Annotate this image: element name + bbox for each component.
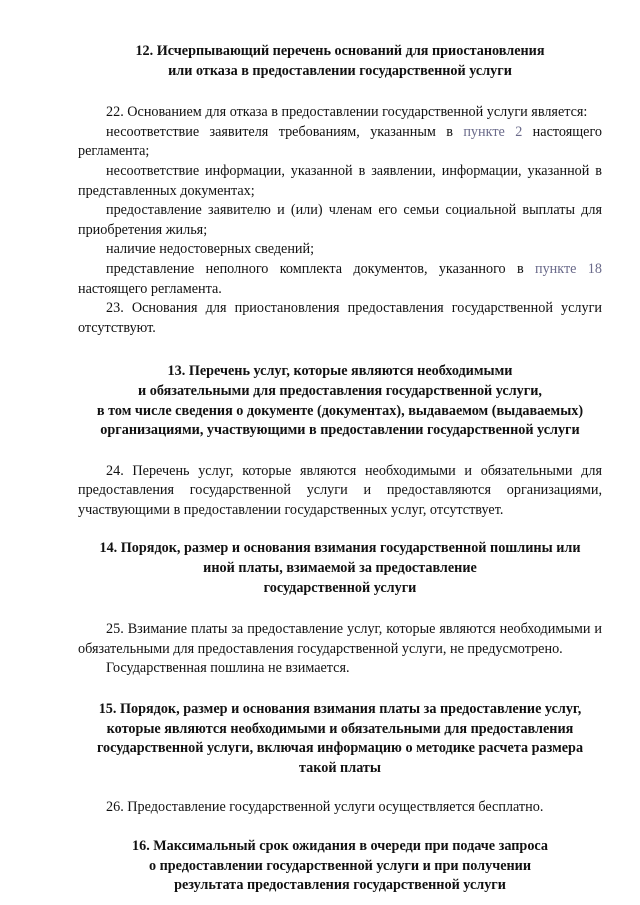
heading-line: организациями, участвующими в предоставлении государственной услуги bbox=[100, 422, 580, 439]
paragraph-25: 25. Взимание платы за предоставление услуг, которые являются необходимыми и обязательными для предоставления государственной услуги, не предусмотрено. bbox=[78, 621, 602, 657]
text: настоящего регламента; bbox=[78, 123, 603, 160]
text: настоящего регламента. bbox=[78, 280, 222, 297]
heading-line: 15. Порядок, размер и основания взимания платы за предоставление услуг, bbox=[98, 701, 582, 718]
heading-line: 13. Перечень услуг, которые являются необходимыми bbox=[167, 363, 513, 380]
paragraph-22-item-5 bbox=[78, 260, 602, 299]
heading-line: государственной услуги, включая информацию о методике расчета размера bbox=[96, 740, 584, 757]
section-15-heading bbox=[78, 700, 602, 778]
heading-line: 16. Максимальный срок ожидания в очереди при подаче запроса bbox=[132, 838, 548, 854]
paragraph-22-item-1 bbox=[78, 123, 602, 162]
paragraph-25-fee: Государственная пошлина не взимается. bbox=[106, 660, 350, 677]
paragraph-22-item-3: предоставление заявителю и (или) членам его семьи социальной выплаты для приобретения жилья; bbox=[78, 202, 602, 238]
paragraph-24: 24. Перечень услуг, которые являются необходимыми и обязательными для предоставления государственной услуги и предоставляются организациями, участвующими в предоставлении государственных услуг, отсутствует. bbox=[78, 462, 602, 518]
heading-line: или отказа в предоставлении государственной услуги bbox=[168, 62, 512, 79]
heading-line: такой платы bbox=[299, 759, 381, 776]
heading-line: государственной услуги bbox=[263, 579, 417, 596]
heading-line: о предоставлении государственной услуги и при получении bbox=[148, 857, 532, 874]
heading-line: 12. Исчерпывающий перечень оснований для приостановления bbox=[135, 43, 545, 59]
paragraph-22-item-4: наличие недостоверных сведений; bbox=[106, 241, 315, 258]
text: несоответствие заявителя требованиям, указанным в bbox=[106, 123, 464, 140]
heading-line: 14. Порядок, размер и основания взимания государственной пошлины или bbox=[99, 540, 581, 557]
paragraph-22-intro: 22. Основанием для отказа в предоставлении государственной услуги является: bbox=[106, 104, 588, 121]
section-12-heading bbox=[78, 42, 602, 81]
heading-line: которые являются необходимыми и обязательными для предоставления bbox=[106, 720, 574, 737]
section-14-heading bbox=[78, 539, 602, 598]
text: представление неполного комплекта документов, указанного в bbox=[106, 260, 535, 277]
paragraph-26: 26. Предоставление государственной услуги осуществляется бесплатно. bbox=[106, 799, 544, 816]
heading-line: и обязательными для предоставления государственной услуги, bbox=[138, 382, 542, 399]
point-2-link[interactable]: пункте 2 bbox=[463, 123, 523, 140]
heading-line: результата предоставления государственной услуги bbox=[174, 877, 506, 894]
paragraph-23: 23. Основания для приостановления предоставления государственной услуги отсутствуют. bbox=[78, 300, 602, 336]
paragraph-22-item-2: несоответствие информации, указанной в заявлении, информации, указанной в представленных документах; bbox=[78, 162, 602, 199]
heading-line: в том числе сведения о документе (документах), выдаваемом (выдаваемых) bbox=[96, 402, 584, 419]
section-13-heading bbox=[78, 362, 602, 440]
heading-line: иной платы, взимаемой за предоставление bbox=[203, 560, 477, 577]
section-16-heading bbox=[78, 837, 602, 896]
point-18-link[interactable]: пункте 18 bbox=[535, 260, 602, 277]
